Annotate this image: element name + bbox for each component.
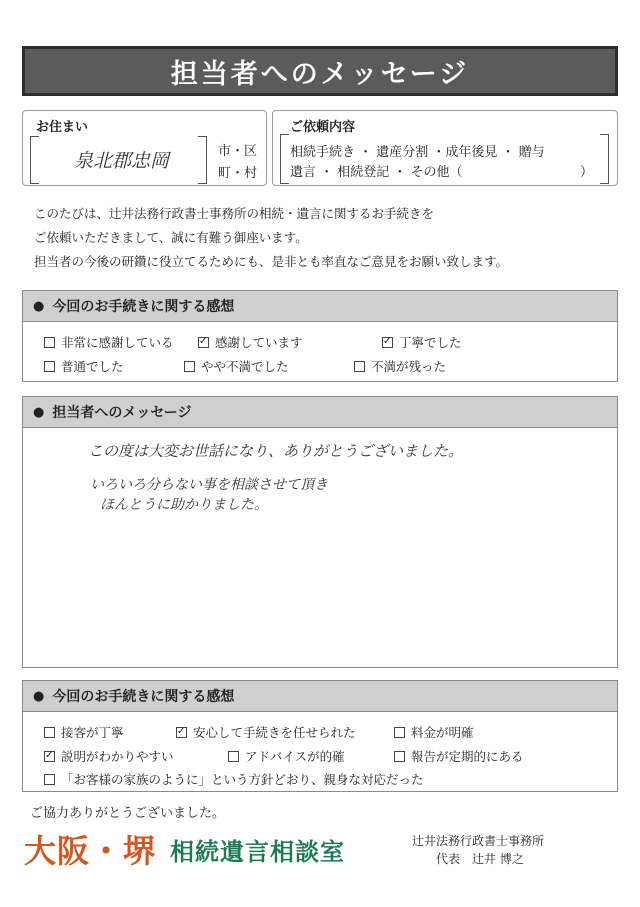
address-label: お住まい xyxy=(36,120,89,135)
request-label: ご依頼内容 xyxy=(290,120,356,135)
option-regular-reports[interactable]: 報告が定期的にある xyxy=(394,747,524,765)
address-bracket-right xyxy=(198,136,207,184)
section2-heading: 担当者へのメッセージ xyxy=(52,405,192,421)
bullet-icon: ● xyxy=(33,404,45,420)
logo-sub: 相続遺言相談室 xyxy=(170,838,345,866)
checkbox-icon[interactable] xyxy=(394,751,405,762)
option-polite[interactable]: ✓ 丁寧でした xyxy=(382,333,462,351)
message-line-3: ほんとうに助かりました。 xyxy=(100,497,268,513)
logo-main: 大阪・堺 xyxy=(24,832,157,870)
address-unit-town: 町・村 xyxy=(218,166,258,181)
option-grateful[interactable]: ✓ 感謝しています xyxy=(198,333,303,351)
request-line2-close: ） xyxy=(580,165,594,180)
representative: 代表 辻井 博之 xyxy=(436,852,524,866)
checkbox-checked-icon[interactable] xyxy=(176,727,187,738)
section1-header xyxy=(22,290,618,322)
section2-header xyxy=(22,396,618,428)
bullet-icon: ● xyxy=(33,298,45,314)
option-accurate-advice[interactable]: アドバイスが的確 xyxy=(228,747,345,765)
checkbox-icon[interactable] xyxy=(44,337,55,348)
request-line1: 相続手続き ・ 遺産分割 ・成年後見 ・ 贈与 xyxy=(290,145,545,160)
option-clear-fees[interactable]: 料金が明確 xyxy=(394,723,474,741)
checkbox-icon[interactable] xyxy=(44,727,55,738)
address-unit-city: 市・区 xyxy=(218,144,258,159)
thanks-text: ご協力ありがとうございました。 xyxy=(30,806,226,821)
checkbox-checked-icon[interactable] xyxy=(44,751,55,762)
checkbox-icon[interactable] xyxy=(44,774,55,785)
option-normal[interactable]: 普通でした xyxy=(44,357,124,375)
checkbox-icon[interactable] xyxy=(228,751,239,762)
request-line2: 遺言 ・ 相続登記 ・ その他（ xyxy=(290,165,463,180)
title-banner xyxy=(22,46,618,96)
bullet-icon: ● xyxy=(33,688,45,704)
address-value: 泉北郡忠岡 xyxy=(74,150,170,172)
checkbox-icon[interactable] xyxy=(44,361,55,372)
option-slightly-unsatisfied[interactable]: やや不満でした xyxy=(184,357,289,375)
option-very-grateful[interactable]: 非常に感謝している xyxy=(44,333,174,351)
intro-line-3: 担当者の今後の研鑽に役立てるためにも、是非とも率直なご意見をお願い致します。 xyxy=(34,254,509,269)
message-line-1: この度は大変お世話になり、ありがとうございました。 xyxy=(88,442,464,460)
checkbox-checked-icon[interactable] xyxy=(198,337,209,348)
page-title: 担当者へのメッセージ xyxy=(170,58,470,90)
section1-heading: 今回のお手続きに関する感想 xyxy=(52,299,235,315)
intro-line-1: このたびは、辻井法務行政書士事務所の相続・遺言に関するお手続きを xyxy=(34,206,435,221)
section3-header xyxy=(22,680,618,712)
section3-heading: 今回のお手続きに関する感想 xyxy=(52,689,235,705)
option-polite-service[interactable]: 接客が丁寧 xyxy=(44,723,124,741)
request-bracket-right xyxy=(600,134,609,184)
checkbox-icon[interactable] xyxy=(394,727,405,738)
checkbox-icon[interactable] xyxy=(184,361,195,372)
message-area xyxy=(22,428,618,668)
address-bracket-left xyxy=(30,136,39,184)
request-bracket-left xyxy=(280,134,289,184)
checkbox-checked-icon[interactable] xyxy=(382,337,393,348)
intro-line-2: ご依頼いただきまして、誠に有難う御座います。 xyxy=(34,230,308,245)
option-reassured[interactable]: ✓ 安心して手続きを任せられた xyxy=(176,723,356,741)
option-clear-explanation[interactable]: ✓ 説明がわかりやすい xyxy=(44,747,174,765)
checkbox-icon[interactable] xyxy=(354,361,365,372)
option-family-like-service[interactable]: 「お客様の家族のように」という方針どおり、親身な対応だった xyxy=(44,770,424,788)
option-dissatisfied[interactable]: 不満が残った xyxy=(354,357,446,375)
message-line-2: いろいろ分らない事を相談させて頂き xyxy=(90,477,328,493)
office-name: 辻井法務行政書士事務所 xyxy=(412,834,545,848)
